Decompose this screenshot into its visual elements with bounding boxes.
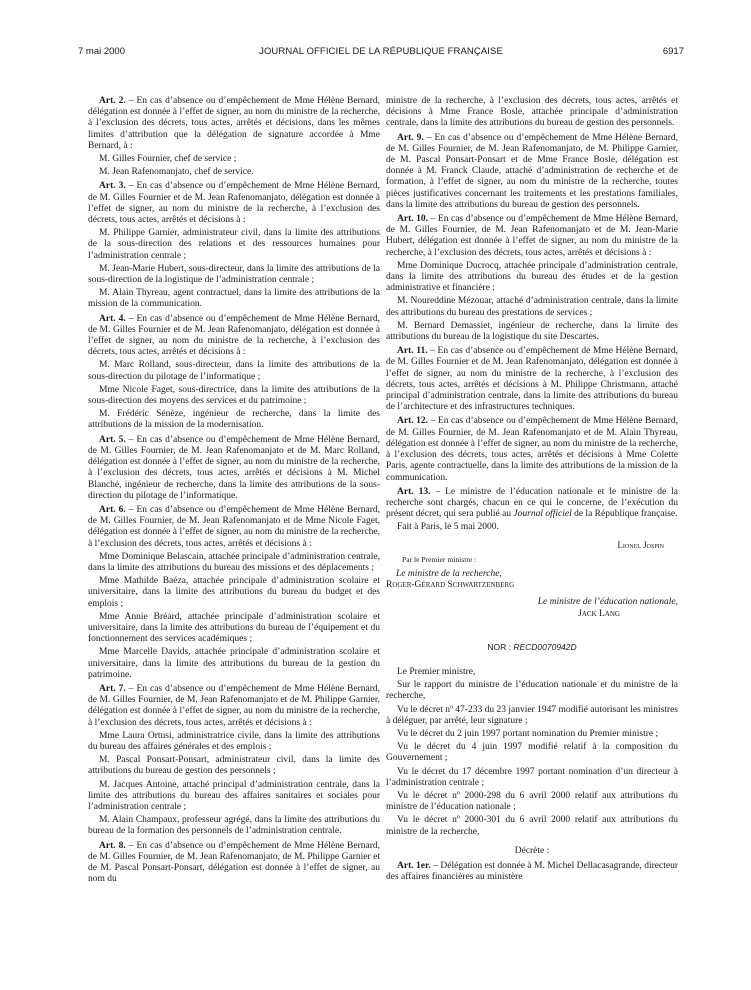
journal-title: JOURNAL OFFICIEL DE LA RÉPUBLIQUE FRANÇAISE	[259, 46, 503, 57]
article-8-continued: ministre de la recherche, à l’exclusion des décrets, tous actes, arrêtés et décisions à Mme France Bosle, attachée principale d’administration centrale, dans la limite des attributions du bureau de gestion des personnels.	[386, 96, 678, 129]
article-12	[386, 416, 678, 483]
article-text: – En cas d’absence ou d’empêchement de Mme Hélène Bernard, de M. Gilles Fournier, de M. Jean Rafenomanjato et de M. Jean-Marie Hubert, délégation est donnée à l’effet de signer, au nom du ministre de la recherche, à l’exclusion des décrets, tous actes, arrêtés et décisions à :	[386, 214, 678, 258]
article-label: Art. 8.	[99, 840, 126, 851]
article-label: Art. 12.	[397, 416, 429, 427]
article-5	[88, 435, 380, 502]
paragraph: M. Noureddine Mézouar, attaché d’administration centrale, dans la limite des attributions du bureau des prestations de services ;	[386, 296, 678, 318]
article-label: Art. 7.	[99, 683, 126, 694]
nor-code: RECD0070942D	[513, 641, 577, 652]
article-text: – En cas d’absence ou d’empêchement de Mme Hélène Bernard, de M. Gilles Fournier, de M. Jean Rafenomanjato et de M. Marc Rolland, délégation est donnée à l’effet de signer, au nom du ministre de la recherche, à l’exclusion des décrets, tous actes, arrêtés et décisions à M. Michel Blanché, ingénieur de recherche, dans la limite des attributions de la sous-direction du pilotage de l’informatique.	[88, 434, 381, 501]
paragraph: M. Pascal Ponsart-Ponsart, administrateur civil, dans la limite des attributions du bureau de gestion des personnels ;	[88, 755, 380, 777]
article-1	[386, 861, 678, 883]
paragraph: Mme Marcelle Davids, attachée principale d’administration scolaire et universitaire, dans la limite des attributions du bureau de la gestion du patrimoine.	[88, 647, 380, 680]
visa: Vu le décret du 4 juin 1997 modifié relatif à la composition du Gouvernement ;	[386, 742, 678, 764]
paragraph: Mme Dominique Ducrocq, attachée principale d’administration centrale, dans la limite des attributions du bureau des études et de la gestion administrative et financière ;	[386, 260, 678, 294]
article-text: – En cas d’absence ou d’empêchement de Mme Hélène Bernard, de M. Gilles Fournier et de M. Jean Rafenomanjato, délégation est donnée à l’effet de signer, au nom du ministre de la recherche, à l’exclusion des décrets, tous actes, arrêtés et décisions à :	[88, 181, 381, 226]
signer-education-minister: Jack Lang	[578, 608, 620, 619]
paragraph: M. Alain Champaux, professeur agrégé, dans la limite des attributions du bureau de la formation des personnels de l’administration centrale.	[88, 815, 380, 837]
article-label: Art. 9.	[397, 132, 424, 143]
premier-ministre: Le Premier ministre,	[397, 666, 476, 677]
paragraph: M. Alain Thyreau, agent contractuel, dans la limite des attributions de la mission de la communication.	[88, 288, 380, 310]
nor-label: NOR :	[487, 641, 514, 652]
visa: Vu le décret nº 2000-298 du 6 avril 2000 relatif aux attributions du ministre de l’éducation nationale ;	[386, 790, 678, 813]
page-header	[78, 46, 684, 60]
article-label: Art. 10.	[397, 214, 429, 225]
article-3	[88, 181, 380, 226]
article-text: – En cas d’absence ou d’empêchement de Mme Hélène Bernard, délégation est donnée à l’effet de signer, au nom du ministre de la recherche, à l’exclusion des décrets, tous actes, arrêtés et décisions, dans les mêmes limites d’attribution que la délégation de signature accordée à Mme Bernard, à :	[88, 96, 381, 151]
paragraph: Mme Mathilde Baéza, attachée principale d’administration scolaire et universitaire, dans la limite des attributions du bureau du budget et des emplois ;	[88, 576, 380, 609]
signer-prime-minister: Lionel Jospin	[617, 539, 664, 550]
article-13	[386, 487, 678, 521]
paragraph: M. Marc Rolland, sous-directeur, dans la limite des attributions de la sous-direction du pilotage de l’informatique ;	[88, 360, 380, 382]
paragraph: Mme Laura Ortusi, administratrice civile, dans la limite des attributions du bureau des affaires générales et des emplois ;	[88, 730, 380, 752]
article-2	[88, 96, 380, 152]
nor-reference	[386, 642, 678, 653]
article-label: Art. 4.	[99, 313, 126, 324]
article-7	[88, 684, 380, 729]
paragraph: Mme Dominique Belascain, attachée principale d’administration centrale, dans la limite des attributions du bureau des missions et des déplacements ;	[88, 551, 380, 573]
sur-rapport: Sur le rapport du ministre de l’éducation nationale et du ministre de la recherche,	[386, 680, 678, 702]
article-8	[88, 841, 380, 886]
paragraph: M. Jean-Marie Hubert, sous-directeur, dans la limite des attributions de la sous-direction de la logistique de l’administration centrale ;	[88, 263, 380, 286]
visa: Vu le décret nº 47-233 du 23 janvier 1947 modifié autorisant les ministres à déléguer, par arrêté, leur signature ;	[386, 704, 678, 726]
header-date: 7 mai 2000	[78, 46, 126, 57]
paragraph: M. Philippe Garnier, administrateur civil, dans la limite des attributions de la sous-direction des relations et des ressources humaines pour l’administration centrale ;	[88, 228, 380, 261]
paragraph: M. Jean Rafenomanjato, chef de service.	[99, 167, 254, 178]
journal-reference: Journal officiel	[513, 509, 572, 520]
article-label: Art. 11.	[397, 346, 428, 357]
article-label: Art. 5.	[99, 434, 126, 445]
article-text: – Délégation est donnée à M. Michel Dellacasagrande, directeur des affaires financières au ministère	[386, 860, 678, 883]
article-4	[88, 314, 380, 359]
article-label: Art. 2.	[99, 96, 126, 106]
paragraph: Mme Annie Bréard, attachée principale d’administration scolaire et universitaire, dans la limite des attributions du bureau de l’équipement et du fonctionnement des services académiques ;	[88, 611, 380, 645]
article-text: – En cas d’absence ou d’empêchement de Mme Hélène Bernard, de M. Gilles Fournier, de M. Jean Rafenomanjato, de M. Philippe Garnier, de M. Pascal Ponsart-Ponsart et de Mme France Bosle, délégation est donnée à M. Franck Claude, attaché d’administration de recherche et de formation, à l’effet de signer, au nom du ministre de la recherche, toutes pièces justificatives concernant les traitements et les prestations familiales, dans la limite des attributions du bureau de gestion des personnels.	[386, 132, 679, 210]
article-text: – En cas d’absence ou d’empêchement de Mme Hélène Bernard, de M. Gilles Fournier et de M. Jean Rafenomanjato, délégation est donnée à l’effet de signer, au nom du ministre de la recherche, à l’exclusion des décrets, tous actes, arrêtés et décisions à :	[88, 313, 381, 358]
article-11	[386, 346, 678, 413]
visa: Vu le décret du 2 juin 1997 portant nomination du Premier ministre ;	[397, 728, 659, 739]
right-column	[386, 96, 678, 885]
visa: Vu le décret du 17 décembre 1997 portant nomination d’un directeur à l’administration centrale ;	[386, 766, 678, 788]
left-column	[88, 96, 380, 887]
paragraph: M. Bernard Demassiet, ingénieur de recherche, dans la limite des attributions du bureau de la logistique du site Descartes.	[386, 320, 678, 343]
article-label: Art. 6.	[99, 504, 126, 515]
par-premier-ministre: Par le Premier ministre :	[402, 554, 477, 564]
article-text-end: de la République française.	[571, 509, 678, 520]
article-text: – En cas d’absence ou d’empêchement de Mme Hélène Bernard, de M. Gilles Fournier, de M. Jean Rafenomanjato et de M. Philippe Garnier, délégation est donnée à l’effet de signer, au nom du ministre de la recherche, à l’exclusion des décrets, tous actes, arrêtés et décisions à :	[88, 683, 381, 728]
article-text: – En cas d’absence ou d’empêchement de Mme Hélène Bernard, de M. Gilles Fournier, de M. Jean Rafenomanjato et de M. Alain Thyreau, délégation est donnée à l’effet de signer, au nom du ministre de la recherche, à l’exclusion des décrets, tous actes, arrêtés et décisions à Mme Colette Paris, agente contractuelle, dans la limite des attributions de la mission de la communication.	[386, 416, 678, 483]
article-text: – En cas d’absence ou d’empêchement de Mme Hélène Bernard, de M. Gilles Fournier et de M. Jean Rafenomanjato, délégation est donnée à l’effet de signer, au nom du ministre de la recherche, à l’exclusion des décrets, tous actes, arrêtés et décisions à M. Philippe Christmann, attaché principal d’administration centrale, dans la limite des attributions du bureau de l’architecture et des infrastructures techniques.	[386, 346, 679, 413]
minister-research-title: Le ministre de la recherche,	[396, 568, 502, 579]
paragraph: M. Jacques Antoine, attaché principal d’administration centrale, dans la limite des attributions du bureau des affaires sanitaires et sociales pour l’administration centrale ;	[88, 779, 380, 812]
visa: Vu le décret nº 2000-301 du 6 avril 2000 relatif aux attributions du ministre de la recherche,	[386, 815, 678, 837]
page-number: 6917	[662, 46, 684, 57]
date-place: Fait à Paris, le 5 mai 2000.	[397, 522, 499, 533]
signer-research-minister: Roger-Gérard Schwartzenberg	[386, 580, 515, 591]
article-label: Art. 13.	[397, 486, 431, 497]
article-6	[88, 505, 380, 550]
article-text: – En cas d’absence ou d’empêchement de Mme Hélène Bernard, de M. Gilles Fournier, de M. Jean Rafenomanjato et de Mme Nicole Faget, délégation est donnée à l’effet de signer, au nom du ministre de la recherche, à l’exclusion des décrets, tous actes, arrêtés et décisions à :	[88, 504, 381, 549]
article-9	[386, 133, 678, 211]
paragraph: M. Gilles Fournier, chef de service ;	[99, 154, 237, 165]
paragraph: Mme Nicole Faget, sous-directrice, dans la limite des attributions de la sous-direction des moyens des services et du patrimoine ;	[88, 384, 380, 407]
article-label: Art. 1er.	[397, 860, 431, 871]
paragraph: M. Frédéric Sénèze, ingénieur de recherche, dans la limite des attributions de la mission de la modernisation.	[88, 409, 380, 431]
minister-education-title: Le ministre de l’éducation nationale,	[537, 597, 678, 608]
article-text: – En cas d’absence ou d’empêchement de Mme Hélène Bernard, de M. Gilles Fournier, de M. Jean Rafenomanjato, de M. Philippe Garnier et de M. Pascal Ponsart-Ponsart, délégation est donnée à l’effet de signer, au nom du	[88, 840, 381, 885]
decrete: Décrète :	[514, 845, 550, 856]
article-10	[386, 214, 678, 259]
article-label: Art. 3.	[99, 181, 126, 192]
article-text: – Le ministre de l’éducation nationale et le ministre de la recherche sont chargés, chacun en ce qui le concerne, de l’exécution du présent décret, qui sera publié au	[386, 486, 678, 520]
